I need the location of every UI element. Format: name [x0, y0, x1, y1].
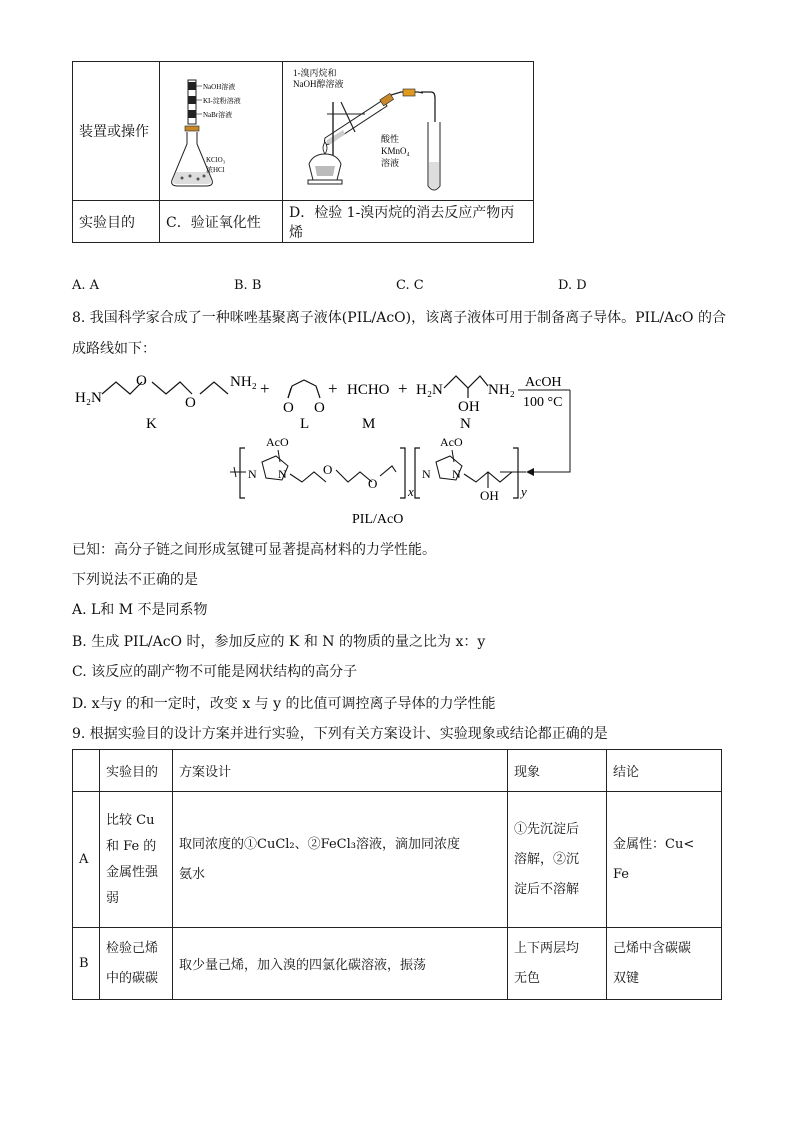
q9-a-design-1: 取同浓度的①CuCl₂、②FeCl₃溶液，滴加同浓度 — [179, 836, 460, 852]
q9-row-b-label: B — [73, 928, 100, 1000]
q9-a-design-2: 氨水 — [179, 866, 206, 882]
synthesis-scheme — [70, 366, 590, 530]
q9-row-a-label: A — [73, 792, 100, 928]
n-oh: OH — [458, 399, 480, 415]
q7-row1-label: 装置或操作 — [73, 62, 160, 201]
c-label-kclo3: KClO₃ — [206, 156, 226, 164]
prod-o1: O — [323, 462, 333, 477]
q9-a-phen-1: ①先沉淀后 — [514, 821, 580, 837]
d-label-1: 1-溴丙烷和 — [293, 68, 337, 78]
l-o2: O — [314, 400, 325, 416]
d-label-4: KMnO₄ — [381, 146, 410, 156]
q8-choice-a[interactable]: A. L和 M 不是同系物 — [72, 602, 208, 618]
subscript-y: y — [521, 484, 527, 499]
k-h2n: H₂N — [75, 390, 102, 406]
q9-a-goal-4: 弱 — [106, 890, 120, 906]
q9-header-blank — [73, 750, 100, 792]
d-label-3: 酸性 — [381, 134, 400, 144]
q9-row-a-design — [173, 792, 508, 928]
q9-b-goal-2: 中的碳碳 — [106, 970, 159, 986]
q8-choice-c[interactable]: C. 该反应的副产物不可能是网状结构的高分子 — [72, 664, 358, 680]
q9-row-b-conclusion — [607, 928, 722, 1000]
subscript-x: x — [408, 484, 414, 499]
q9-header-design: 方案设计 — [173, 750, 508, 792]
q7-row2-label: 实验目的 — [73, 201, 160, 243]
q9-b-concl-2: 双键 — [613, 970, 640, 986]
ring2-n2: N — [452, 467, 461, 481]
label-l: L — [300, 416, 310, 432]
q9-b-goal-1: 检验己烯 — [106, 940, 159, 956]
plus-1: + — [260, 379, 270, 398]
d-label-5: 溶液 — [381, 158, 400, 168]
q9-header-row — [73, 750, 722, 792]
q9-header-conclusion: 结论 — [607, 750, 722, 792]
d-label-2: NaOH醇溶液 — [293, 79, 344, 89]
q8-stem-line2: 成路线如下： — [72, 341, 156, 357]
product-name: PIL/AcO — [352, 512, 404, 527]
prod-oh: OH — [480, 488, 499, 503]
prod-o2: O — [368, 476, 378, 491]
q9-row-a-phenomenon — [508, 792, 607, 928]
c-label-naoh: NaOH溶液 — [203, 83, 236, 91]
apparatus-d-figure — [283, 62, 533, 196]
q9-header-goal: 实验目的 — [100, 750, 173, 792]
q7-apparatus-d — [283, 62, 534, 201]
q9-a-phen-2: 溶解，②沉 — [514, 851, 580, 867]
ring2-acO: AcO — [440, 435, 463, 449]
label-k: K — [146, 416, 157, 432]
q9-stem: 9. 根据实验目的设计方案并进行实验，下列有关方案设计、实验现象或结论都正确的是 — [72, 726, 608, 742]
q9-b-concl-1: 己烯中含碳碳 — [613, 940, 692, 956]
condition-temp: 100 °C — [523, 395, 563, 410]
q7-apparatus-c — [160, 62, 283, 201]
q7-option-d[interactable]: D. D — [558, 278, 587, 293]
q8-ask: 下列说法不正确的是 — [72, 572, 198, 588]
c-label-nabr: NaBr溶液 — [203, 111, 233, 119]
q8-known: 已知：高分子链之间形成氢键可显著提高材料的力学性能。 — [72, 542, 436, 558]
ring1-n1: N — [248, 467, 257, 481]
ring1-acO: AcO — [266, 435, 289, 449]
q9-a-goal-3: 金属性强 — [106, 864, 159, 880]
m-hcho: HCHO — [347, 382, 390, 398]
q9-row-a — [73, 792, 722, 928]
ring1-n2: N — [278, 467, 287, 481]
apparatus-c-figure — [160, 62, 282, 196]
l-o1: O — [283, 400, 294, 416]
q7-option-a[interactable]: A. A — [72, 278, 100, 293]
k-o1: O — [136, 373, 147, 389]
q7-option-c[interactable]: C. C — [396, 278, 424, 293]
k-o2: O — [185, 395, 196, 411]
q9-a-phen-3: 淀后不溶解 — [514, 881, 580, 897]
q9-a-goal-2: 和 Fe 的 — [106, 838, 157, 854]
label-n: N — [460, 416, 471, 432]
reagent-acoh: AcOH — [525, 375, 562, 390]
c-label-hcl: 浓HCl — [206, 166, 225, 174]
n-h2n: H₂N — [416, 382, 443, 398]
label-m: M — [362, 416, 376, 432]
n-nh2: NH₂ — [488, 382, 515, 398]
q9-a-concl-2: Fe — [613, 866, 630, 882]
q9-a-goal-1: 比较 Cu — [106, 812, 155, 828]
ring2-n1: N — [422, 467, 431, 481]
q9-row-b — [73, 928, 722, 1000]
plus-2: + — [328, 379, 338, 398]
q8-choice-d[interactable]: D. x与y 的和一定时，改变 x 与 y 的比值可调控离子导体的力学性能 — [72, 696, 496, 712]
q7-c-caption: C．验证氧化性 — [160, 201, 283, 243]
q9-row-b-goal — [100, 928, 173, 1000]
q7-table — [72, 61, 534, 243]
q9-b-phen-1: 上下两层均 — [514, 940, 580, 956]
q9-row-a-conclusion — [607, 792, 722, 928]
q9-b-phen-2: 无色 — [514, 970, 541, 986]
q9-row-b-design: 取少量己烯，加入溴的四氯化碳溶液，振荡 — [173, 928, 508, 1000]
q7-option-b[interactable]: B. B — [234, 278, 262, 293]
q9-row-b-phenomenon — [508, 928, 607, 1000]
plus-3: + — [398, 379, 408, 398]
q8-stem-line1: 8. 我国科学家合成了一种咪唑基聚离子液体(PIL/AcO)，该离子液体可用于制备离子导体。PIL/AcO 的合 — [72, 310, 726, 326]
k-nh2: NH₂ — [230, 374, 257, 390]
q8-choice-b[interactable]: B. 生成 PIL/AcO 时，参加反应的 K 和 N 的物质的量之比为 x：y — [72, 634, 486, 650]
q9-header-phenomenon: 现象 — [508, 750, 607, 792]
q7-d-caption: D．检验 1-溴丙烷的消去反应产物丙烯 — [283, 201, 534, 243]
c-label-ki: KI-淀粉溶液 — [203, 97, 241, 105]
q9-a-concl-1: 金属性：Cu< — [613, 836, 695, 852]
q9-row-a-goal — [100, 792, 173, 928]
q9-table — [72, 749, 722, 1000]
